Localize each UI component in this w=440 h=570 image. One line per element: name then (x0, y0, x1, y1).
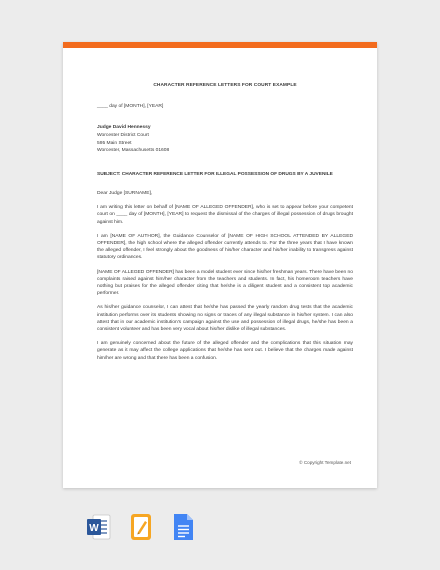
copyright-footer: © Copyright Template.net (299, 460, 351, 465)
pages-icon[interactable] (128, 512, 154, 542)
google-docs-icon[interactable] (170, 512, 196, 542)
document-title: CHARACTER REFERENCE LETTERS FOR COURT EXAMPLE (153, 83, 297, 88)
salutation: Dear Judge [SURNAME], (97, 190, 153, 196)
recipient-line-1: Worcester District Court (97, 133, 149, 138)
svg-text:W: W (89, 523, 99, 534)
recipient-name: Judge David Hennessy (97, 125, 151, 131)
paragraph-3: [NAME OF ALLEGED OFFENDER] has been a model student ever since his/her freshman years. There have been no complaints raised against him/her character from the teachers and students. In fact, his homeroom teachers have nothing but praises for the alleged offender citing that he/she is a diligent student and a consistent top academic performer. (97, 269, 353, 297)
date-line: ____ day of [MONTH], [YEAR] (97, 104, 164, 110)
accent-bar (63, 42, 377, 48)
paragraph-1: I am writing this letter on behalf of [NAME OF ALLEGED OFFENDER], who is set to appear before your competent court on ____ day of [MONTH], [YEAR] to request the dismissal of the charges of illegal possession of drugs brought against him. (97, 205, 353, 225)
document-page (63, 42, 377, 488)
subject-line: SUBJECT: CHARACTER REFERENCE LETTER FOR ILLEGAL POSSESSION OF DRUGS BY A JUVENILE (97, 171, 333, 177)
document-content (97, 82, 353, 369)
compatible-apps (86, 512, 196, 542)
paragraph-2: I am [NAME OF AUTHOR], the Guidance Counselor of [NAME OF HIGH SCHOOL ATTENDED BY ALLEGED OFFENDER], the high school where the alleged offender currently attends to. For the three years that I have known the alleged offender, I feel strongly about the goodness of his/her character and his/her inability to transgress against statutory ordinances. (97, 233, 353, 261)
word-icon[interactable] (86, 512, 112, 542)
recipient-line-2: 595 Main Street (97, 140, 132, 146)
recipient-block (97, 124, 353, 154)
recipient-line-3: Worcester, Massachusetts 01608 (97, 148, 170, 154)
paragraph-4: As his/her guidance counselor, I can attest that he/she has passed the yearly random drug tests that the academic institution performs over its students showing no signs or traces of any illegal substance in his/her system. I can also attest that in our academic institution's campaign against the use and possession of illegal drugs, he/she has been a consistent volunteer and has been very vocal about his/her dislike of illegal substances. (97, 305, 353, 333)
paragraph-5: I am genuinely concerned about the future of the alleged offender and the complications that this situation may generate as it may affect the college applications that he/she has sent out. I believe that the charges made against him/her are wrong and that there has been a confusion. (97, 341, 353, 361)
